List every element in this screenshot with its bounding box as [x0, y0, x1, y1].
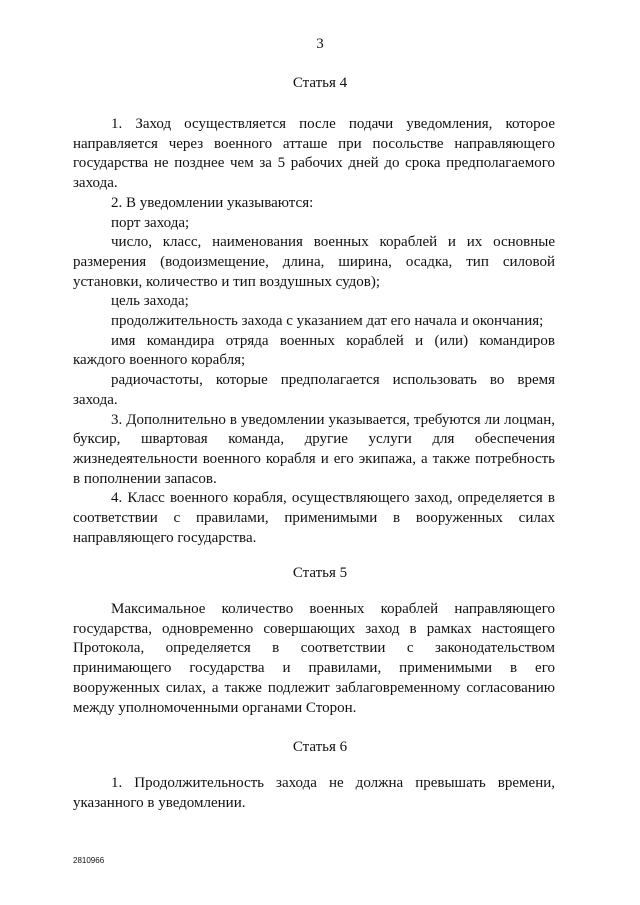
document-code: 2810966 [73, 856, 105, 865]
article-4-list-item: цель захода; [111, 293, 189, 310]
article-4-list-item: продолжительность захода с указанием дат его начала и окончания; [111, 313, 544, 330]
article-4-paragraph: 2. В уведомлении указываются: [111, 194, 314, 211]
article-4-paragraph: 3. Дополнительно в уведомлении указывается, требуются ли лоцман, буксир, швартовая команда, другие услуги для обеспечения жизнедеятельности военного корабля и его экипажа, а также потребность в пополнении запасов. [73, 411, 555, 487]
article-4-body [73, 115, 555, 548]
article-5-paragraph: Максимальное количество военных кораблей направляющего государства, одновременно совершающих заход в рамках настоящего Протокола, определяется в соответствии с законодательством принимающего государства и правилами, применимыми в его вооруженных силах, а также подлежит заблаговременному согласованию между уполномоченными органами Сторон. [73, 601, 555, 716]
article-4-list-item: имя командира отряда военных кораблей и (или) командиров каждого военного корабля; [73, 332, 555, 369]
article-4-paragraph: 1. Заход осуществляется после подачи уведомления, которое направляется через военного атташе при посольстве направляющего государства не позднее чем за 5 рабочих дней до срока предполагаемого захода. [73, 116, 555, 192]
page-number: 3 [316, 36, 324, 52]
article-4-paragraph: 4. Класс военного корабля, осуществляющего заход, определяется в соответствии с правилами, применимыми в вооруженных силах направляющего государства. [73, 490, 555, 546]
article-5-body [73, 600, 555, 718]
article-4-heading: Статья 4 [292, 75, 348, 91]
article-5-heading: Статья 5 [292, 565, 348, 581]
article-4-list-item: радиочастоты, которые предполагается использовать во время захода. [73, 372, 555, 408]
article-6-paragraph: 1. Продолжительность захода не должна превышать времени, указанного в уведомлении. [73, 775, 555, 811]
article-4-list-item: порт захода; [111, 214, 190, 231]
article-6-body [73, 774, 555, 813]
article-6-heading: Статья 6 [292, 739, 348, 755]
article-4-list-item: число, класс, наименования военных кораблей и их основные размерения (водоизмещение, длина, ширина, осадка, тип силовой установки, количество и тип воздушных судов); [73, 234, 555, 290]
